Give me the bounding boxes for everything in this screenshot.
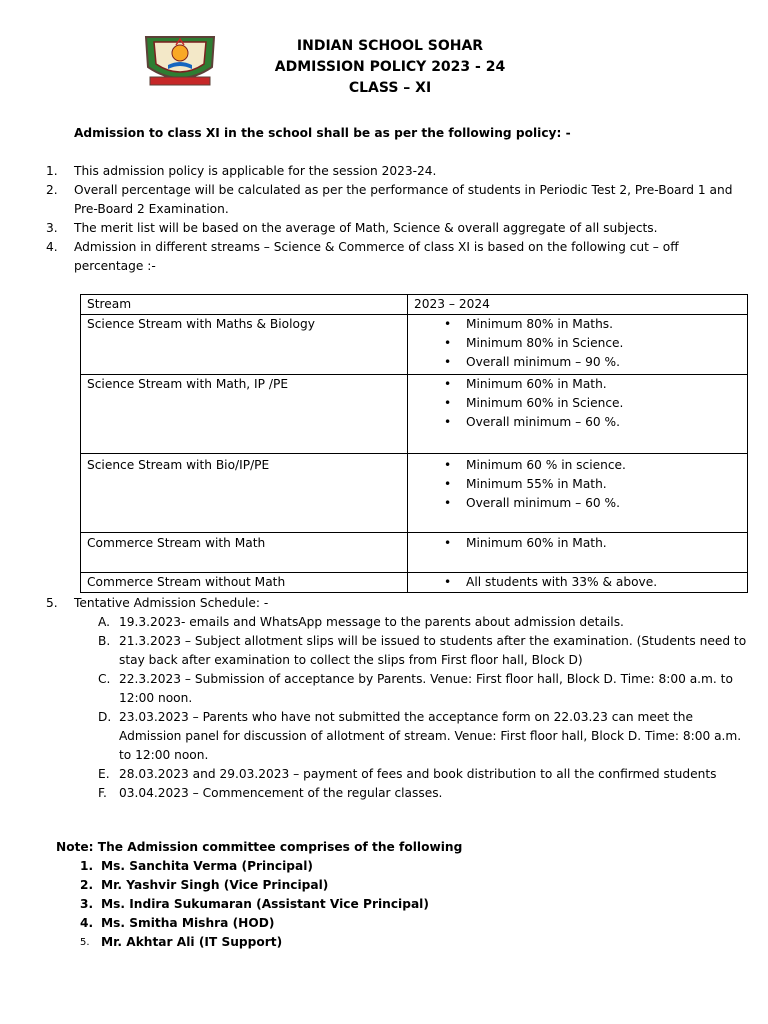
policy-item-text: Overall percentage will be calculated as per the performance of students in Periodic Test 2, Pre-Board 1 and Pre-Board 2 Examination.: [74, 183, 733, 216]
policy-item: [0, 181, 768, 219]
schedule-heading: [0, 594, 768, 613]
criteria-item: • Minimum 80% in Maths.: [466, 315, 741, 334]
document-header: [200, 36, 580, 99]
committee-list: [0, 857, 768, 952]
policy-item-text: Admission in different streams – Science & Commerce of class XI is based on the following cut – off percentage :-: [74, 240, 679, 273]
table-row: [81, 315, 748, 375]
schedule-item: [0, 708, 768, 765]
intro-text: Admission to class XI in the school shall be as per the following policy: -: [74, 126, 571, 140]
criteria-item: • All students with 33% & above.: [466, 573, 741, 592]
schedule-number: 5.: [46, 596, 58, 610]
criteria-item: • Minimum 80% in Science.: [466, 334, 741, 353]
member-name: Mr. Akhtar Ali (IT Support): [101, 935, 283, 949]
schedule-item-text: 22.3.2023 – Submission of acceptance by Parents. Venue: First floor hall, Block D. Time: 8:00 a.m. to 12:00 noon.: [119, 672, 733, 705]
committee-member: [0, 876, 768, 895]
member-number: 3.: [80, 897, 94, 911]
committee-member: [0, 895, 768, 914]
schedule-list: [0, 613, 768, 803]
schedule-item: [0, 670, 768, 708]
committee-member: [0, 933, 768, 952]
policy-title: ADMISSION POLICY 2023 - 24: [274, 59, 506, 75]
committee-note: Note: The Admission committee comprises of the following: [56, 840, 463, 854]
committee-member: [0, 914, 768, 933]
criteria-cell: [408, 315, 748, 375]
member-number: 1.: [80, 859, 94, 873]
table-row: [81, 375, 748, 454]
criteria-cell: [408, 533, 748, 573]
member-name: Ms. Indira Sukumaran (Assistant Vice Principal): [101, 897, 429, 911]
policy-item: [0, 238, 768, 276]
member-name: Ms. Smitha Mishra (HOD): [101, 916, 275, 930]
member-number: 5.: [80, 937, 90, 948]
table-row: [81, 573, 748, 593]
policy-item: [0, 219, 768, 238]
policy-item-number: 1.: [46, 164, 58, 178]
member-name: Ms. Sanchita Verma (Principal): [101, 859, 313, 873]
column-header-year: 2023 – 2024: [408, 295, 748, 315]
criteria-item: • Minimum 60% in Math.: [466, 375, 741, 394]
stream-cell: Commerce Stream without Math: [81, 573, 408, 593]
school-name: INDIAN SCHOOL SOHAR: [296, 38, 484, 54]
table-header-row: [81, 295, 748, 315]
policy-item-text: This admission policy is applicable for the session 2023-24.: [74, 164, 437, 178]
stream-cell: Science Stream with Maths & Biology: [81, 315, 408, 375]
schedule-item: [0, 765, 768, 784]
criteria-cell: [408, 573, 748, 593]
schedule-item-letter: D.: [98, 710, 112, 724]
criteria-cell: [408, 375, 748, 454]
criteria-item: • Overall minimum – 60 %.: [466, 413, 741, 432]
schedule-item-text: 23.03.2023 – Parents who have not submitted the acceptance form on 22.03.23 can meet the Admission panel for discussion of allotment of stream. Venue: First floor hall, Block D. Time: 8:00 a.m. to 12:00 noon.: [119, 710, 742, 762]
criteria-cell: [408, 454, 748, 533]
cutoff-table: [80, 294, 748, 593]
schedule-item: [0, 632, 768, 670]
schedule-item: [0, 784, 768, 803]
schedule-item-text: 28.03.2023 and 29.03.2023 – payment of fees and book distribution to all the confirmed students: [119, 767, 717, 781]
policy-item-number: 2.: [46, 183, 58, 197]
schedule-title: Tentative Admission Schedule: -: [74, 596, 269, 610]
schedule-item-text: 03.04.2023 – Commencement of the regular classes.: [119, 786, 443, 800]
criteria-item: • Overall minimum – 90 %.: [466, 353, 741, 372]
policy-item: [0, 162, 768, 181]
schedule-item-text: 19.3.2023- emails and WhatsApp message to the parents about admission details.: [119, 615, 624, 629]
criteria-item: • Minimum 60 % in science.: [466, 456, 741, 475]
criteria-item: • Overall minimum – 60 %.: [466, 494, 741, 513]
schedule-item-letter: B.: [98, 634, 111, 648]
stream-cell: Science Stream with Bio/IP/PE: [81, 454, 408, 533]
policy-item-number: 4.: [46, 240, 58, 254]
policy-list: [0, 162, 768, 276]
table-row: [81, 454, 748, 533]
schedule-item: [0, 613, 768, 632]
member-number: 4.: [80, 916, 94, 930]
criteria-item: • Minimum 60% in Math.: [466, 534, 741, 553]
criteria-item: • Minimum 60% in Science.: [466, 394, 741, 413]
admission-schedule: [0, 594, 768, 803]
schedule-item-letter: C.: [98, 672, 111, 686]
schedule-item-letter: E.: [98, 767, 110, 781]
schedule-item-letter: F.: [98, 786, 107, 800]
member-number: 2.: [80, 878, 94, 892]
schedule-item-letter: A.: [98, 615, 110, 629]
table-row: [81, 533, 748, 573]
member-name: Mr. Yashvir Singh (Vice Principal): [101, 878, 329, 892]
column-header-stream: Stream: [81, 295, 408, 315]
policy-item-text: The merit list will be based on the average of Math, Science & overall aggregate of all subjects.: [74, 221, 658, 235]
schedule-item-text: 21.3.2023 – Subject allotment slips will be issued to students after the examination. (Students need to stay back after examination to collect the slips from First floor hall, Block D): [119, 634, 747, 667]
committee-member: [0, 857, 768, 876]
stream-cell: Commerce Stream with Math: [81, 533, 408, 573]
criteria-item: • Minimum 55% in Math.: [466, 475, 741, 494]
policy-item-number: 3.: [46, 221, 58, 235]
stream-cell: Science Stream with Math, IP /PE: [81, 375, 408, 454]
class-title: CLASS – XI: [348, 80, 432, 96]
